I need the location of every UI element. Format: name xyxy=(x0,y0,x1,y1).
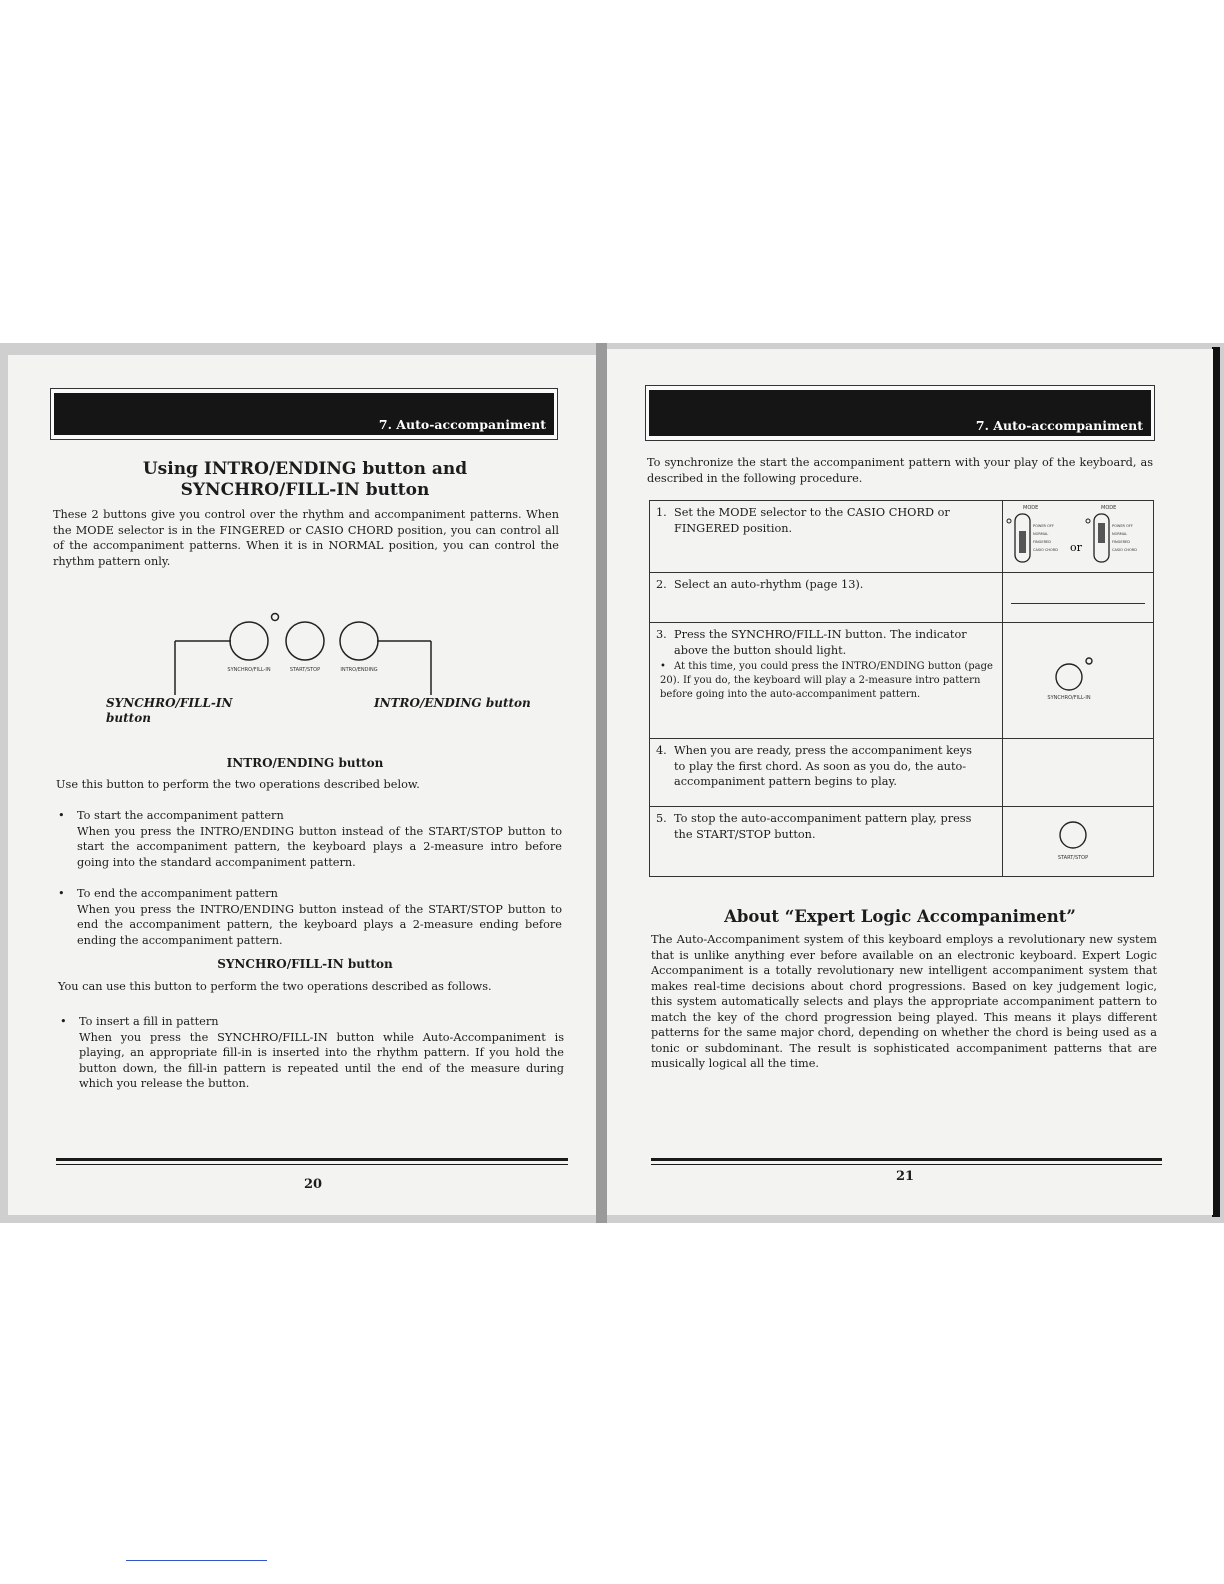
mode-option: POWER OFF xyxy=(1112,524,1133,528)
intro-ending-heading: INTRO/ENDING button xyxy=(226,756,384,770)
footer-rule-thin xyxy=(56,1164,568,1165)
bullet-start-lead: • To start the accompaniment pattern xyxy=(58,808,562,824)
section-header-bar xyxy=(649,390,1151,436)
step-text: Press the SYNCHRO/FILL-IN button. The indicator above the button should light. xyxy=(674,628,967,657)
step-row xyxy=(650,739,1154,807)
mode-switch-knob-a xyxy=(1019,531,1026,553)
steps-table xyxy=(649,500,1154,877)
bullet-end-body: When you press the INTRO/ENDING button instead of the START/STOP button to end the accompaniment pattern, the keyboard plays a 2-measure ending before ending the accompaniment pattern. xyxy=(77,902,562,947)
rhythm-display-line xyxy=(1011,603,1145,604)
section-header-title: 7. Auto-accompaniment xyxy=(975,418,1143,433)
bullet-fill-in xyxy=(60,1014,564,1092)
step-row xyxy=(650,623,1154,739)
section-header-bar xyxy=(54,393,554,435)
synchro-small-label: SYNCHRO/FILL-IN xyxy=(227,667,271,673)
startstop-button-icon xyxy=(1060,822,1086,848)
page-number: 20 xyxy=(303,1177,323,1192)
mode-option: NORMAL xyxy=(1033,532,1049,536)
synchro-fig-label: SYNCHRO/FILL-IN xyxy=(1047,695,1091,701)
intro-button-circle xyxy=(340,622,378,660)
synchro-caption-line2: button xyxy=(106,711,151,725)
mode-selector-figure xyxy=(1003,501,1154,573)
page-title xyxy=(48,459,562,501)
mode-switch-knob-b xyxy=(1098,523,1105,543)
step-text: Select an auto-rhythm (page 13). xyxy=(674,578,864,591)
page-number: 21 xyxy=(895,1169,915,1184)
synchro-desc: You can use this button to perform the two operations described as follows. xyxy=(58,980,492,993)
step-number: 1. xyxy=(656,506,667,519)
startstop-svg xyxy=(1003,807,1159,877)
synchro-caption xyxy=(106,696,232,726)
bullet-end-lead: • To end the accompaniment pattern xyxy=(58,886,562,902)
mode-option: CASIO CHORD xyxy=(1112,548,1137,552)
mode-option: FINGERED xyxy=(1112,540,1130,544)
intro-ending-desc: Use this button to perform the two operations described below. xyxy=(56,778,420,791)
about-body: The Auto-Accompaniment system of this keyboard employs a revolutionary new system that is unlike anything ever before available on an electronic keyboard. Expert Logic Accompaniment is a totally revolutionary new intelligent accompaniment system that makes real-time decisions about chord progressions. Based on key judgement logic, this system automatically selects and plays the appropriate accompaniment pattern to match the key of the chord progression being played. This means it plays different patterns for the same major chord, depending on whether the chord is being used as a tonic or subdominant. The result is sophisticated accompaniment patterns that are musically logical all the time. xyxy=(651,933,1157,1070)
synchro-figure xyxy=(1003,623,1154,739)
mode-option: NORMAL xyxy=(1112,532,1128,536)
synchro-button-circle xyxy=(230,622,268,660)
bullet-fill-lead: • To insert a fill in pattern xyxy=(60,1014,564,1030)
startstop-small-label: START/STOP xyxy=(289,667,321,673)
step-cell xyxy=(650,739,1003,807)
right-page xyxy=(607,349,1213,1215)
step-note: • At this time, you could press the INTRO/ENDING button (page 20). If you do, the keyboard will play a 2-measure intro pattern before going into the auto-accompaniment pattern. xyxy=(656,660,996,702)
left-page xyxy=(8,355,596,1215)
mode-option: FINGERED xyxy=(1033,540,1051,544)
step-cell xyxy=(650,807,1003,877)
mode-selector-svg xyxy=(1003,501,1159,573)
power-indicator-icon xyxy=(1086,519,1090,523)
or-label: or xyxy=(1070,541,1082,554)
mode-option: POWER OFF xyxy=(1033,524,1054,528)
section-header xyxy=(645,385,1155,441)
mode-label-b: MODE xyxy=(1101,505,1117,511)
footer-rule-thin xyxy=(651,1164,1162,1165)
step-text: Set the MODE selector to the CASIO CHORD or FINGERED position. xyxy=(674,506,950,535)
step-number: 3. xyxy=(656,628,667,641)
footer-rule xyxy=(56,1158,568,1161)
step-number: 2. xyxy=(656,578,667,591)
startstop-figure xyxy=(1003,807,1154,877)
step-number: 5. xyxy=(656,812,667,825)
indicator-lamp-icon xyxy=(272,614,279,621)
section-header-title: 7. Auto-accompaniment xyxy=(378,417,546,432)
intro-caption: INTRO/ENDING button xyxy=(374,696,531,710)
synchro-heading: SYNCHRO/FILL-IN button xyxy=(217,957,393,971)
page-edge xyxy=(1212,347,1220,1217)
startstop-fig-label: START/STOP xyxy=(1057,855,1089,861)
spine-shadow xyxy=(596,343,607,1223)
step-row xyxy=(650,807,1154,877)
chord-figure xyxy=(1003,739,1154,807)
footer-rule xyxy=(651,1158,1162,1161)
intro-small-label: INTRO/ENDING xyxy=(340,667,378,673)
sync-intro: To synchronize the start the accompaniment pattern with your play of the keyboard, as described in the following procedure. xyxy=(647,456,1153,485)
startstop-button-circle xyxy=(286,622,324,660)
step-text: When you are ready, press the accompaniment keys to play the first chord. As soon as you do, the auto-accompaniment pattern begins to play. xyxy=(674,744,972,788)
bullet-end-pattern xyxy=(58,886,562,948)
page-title-line2: SYNCHRO/FILL-IN button xyxy=(180,480,430,500)
book-spread xyxy=(0,343,1224,1223)
page-title-line1: Using INTRO/ENDING button and xyxy=(142,459,468,479)
power-indicator-icon xyxy=(1007,519,1011,523)
button-diagram xyxy=(163,605,453,695)
step-cell xyxy=(650,501,1003,573)
step-cell xyxy=(650,623,1003,739)
section-header xyxy=(50,388,558,440)
intro-paragraph: These 2 buttons give you control over the rhythm and accompaniment patterns. When the MODE selector is in the FINGERED or CASIO CHORD position, you can control all of the accompaniment patterns. When it is in NORMAL position, you can control the rhythm pattern only. xyxy=(53,508,559,568)
step-cell xyxy=(650,573,1003,623)
mode-option: CASIO CHORD xyxy=(1033,548,1058,552)
step-number: 4. xyxy=(656,744,667,757)
indicator-lamp-icon xyxy=(1086,658,1092,664)
synchro-svg xyxy=(1003,623,1159,739)
about-title: About “Expert Logic Accompaniment” xyxy=(724,907,1076,926)
step-row xyxy=(650,573,1154,623)
synchro-caption-line1: SYNCHRO/FILL-IN xyxy=(106,696,233,710)
rhythm-figure xyxy=(1003,573,1154,623)
bullet-fill-body: When you press the SYNCHRO/FILL-IN button while Auto-Accompaniment is playing, an appropriate fill-in is inserted into the rhythm pattern. If you hold the button down, the fill-in pattern is repeated until the end of the measure during which you release the button. xyxy=(79,1030,564,1090)
step-row xyxy=(650,501,1154,573)
bullet-start-body: When you press the INTRO/ENDING button instead of the START/STOP button to start the accompaniment pattern, the keyboard plays a 2-measure intro before going into the standard accompaniment pattern. xyxy=(77,824,562,869)
footnote-link-rule xyxy=(126,1560,267,1561)
step-text: To stop the auto-accompaniment pattern play, press the START/STOP button. xyxy=(674,812,972,841)
synchro-button-icon xyxy=(1056,664,1082,690)
bullet-start-pattern xyxy=(58,808,562,870)
mode-label-a: MODE xyxy=(1023,505,1039,511)
